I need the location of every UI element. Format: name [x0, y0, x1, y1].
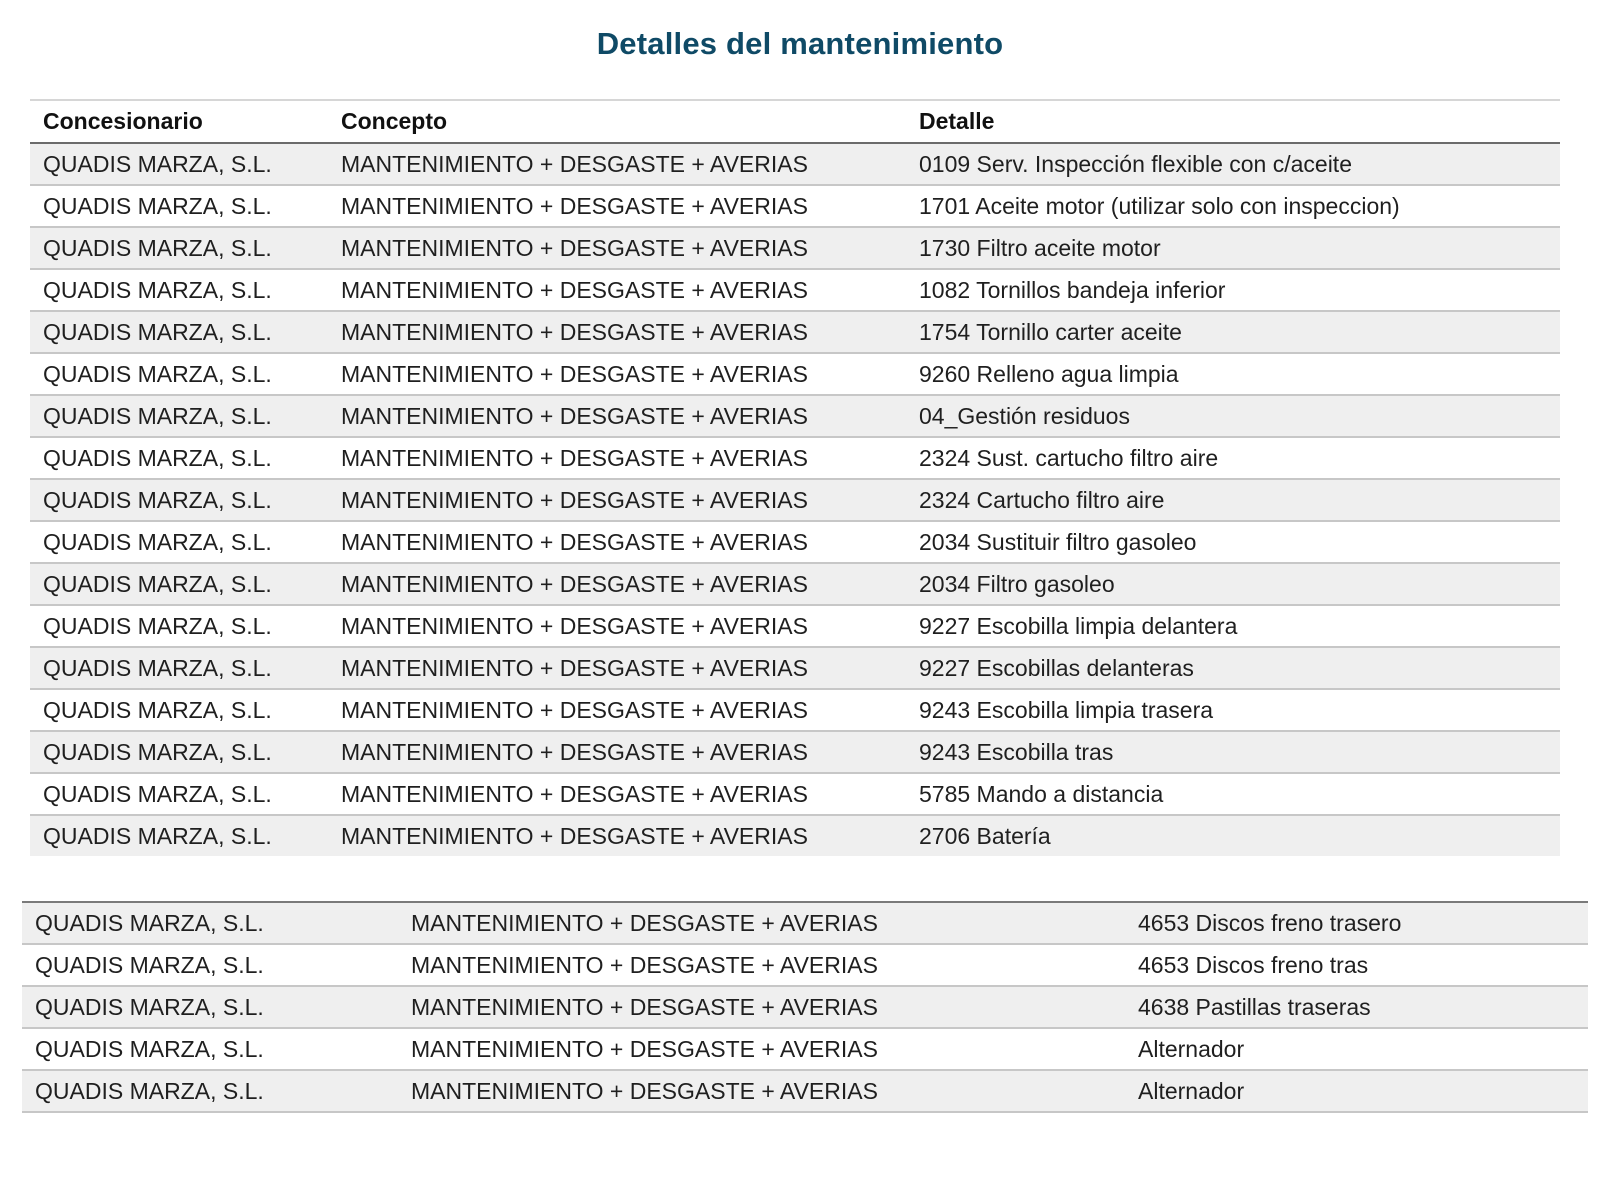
cell-detail: 4653 Discos freno tras	[1125, 944, 1588, 986]
cell-concept: MANTENIMIENTO + DESGASTE + AVERIAS	[328, 437, 906, 479]
cell-concept: MANTENIMIENTO + DESGASTE + AVERIAS	[328, 143, 906, 185]
maintenance-table	[30, 99, 1560, 856]
cell-detail: 9227 Escobillas delanteras	[906, 647, 1560, 689]
cell-concept: MANTENIMIENTO + DESGASTE + AVERIAS	[328, 479, 906, 521]
cell-dealer: QUADIS MARZA, S.L.	[30, 815, 328, 856]
table-row	[30, 563, 1560, 605]
cell-detail: 2324 Sust. cartucho filtro aire	[906, 437, 1560, 479]
cell-dealer: QUADIS MARZA, S.L.	[30, 605, 328, 647]
cell-detail: 0109 Serv. Inspección flexible con c/aceite	[906, 143, 1560, 185]
table-row	[30, 185, 1560, 227]
table-row	[30, 353, 1560, 395]
cell-concept: MANTENIMIENTO + DESGASTE + AVERIAS	[328, 353, 906, 395]
table-row	[30, 689, 1560, 731]
cell-dealer: QUADIS MARZA, S.L.	[30, 479, 328, 521]
table-row	[22, 1070, 1588, 1112]
page-title: Detalles del mantenimiento	[596, 26, 1004, 61]
cell-detail: 04_Gestión residuos	[906, 395, 1560, 437]
cell-detail: 4638 Pastillas traseras	[1125, 986, 1588, 1028]
table-row	[22, 1028, 1588, 1070]
cell-concept: MANTENIMIENTO + DESGASTE + AVERIAS	[328, 227, 906, 269]
cell-concept: MANTENIMIENTO + DESGASTE + AVERIAS	[398, 986, 1125, 1028]
column-header-detail: Detalle	[906, 100, 1560, 143]
cell-dealer: QUADIS MARZA, S.L.	[30, 185, 328, 227]
table-row	[30, 773, 1560, 815]
cell-detail: 4653 Discos freno trasero	[1125, 902, 1588, 944]
cell-dealer: QUADIS MARZA, S.L.	[22, 902, 398, 944]
table-row	[30, 647, 1560, 689]
table-row	[22, 944, 1588, 986]
cell-concept: MANTENIMIENTO + DESGASTE + AVERIAS	[328, 563, 906, 605]
cell-concept: MANTENIMIENTO + DESGASTE + AVERIAS	[328, 521, 906, 563]
cell-detail: 9243 Escobilla tras	[906, 731, 1560, 773]
table-row	[30, 227, 1560, 269]
cell-dealer: QUADIS MARZA, S.L.	[22, 1028, 398, 1070]
table-row	[30, 143, 1560, 185]
cell-detail: Alternador	[1125, 1070, 1588, 1112]
cell-concept: MANTENIMIENTO + DESGASTE + AVERIAS	[328, 647, 906, 689]
table-row	[30, 479, 1560, 521]
cell-dealer: QUADIS MARZA, S.L.	[30, 731, 328, 773]
cell-detail: 2706 Batería	[906, 815, 1560, 856]
cell-dealer: QUADIS MARZA, S.L.	[30, 437, 328, 479]
table-row	[30, 731, 1560, 773]
cell-detail: 1754 Tornillo carter aceite	[906, 311, 1560, 353]
column-header-concept: Concepto	[328, 100, 906, 143]
table-header-row	[30, 100, 1560, 143]
cell-detail: Alternador	[1125, 1028, 1588, 1070]
cell-concept: MANTENIMIENTO + DESGASTE + AVERIAS	[328, 395, 906, 437]
cell-detail: 9227 Escobilla limpia delantera	[906, 605, 1560, 647]
table-row	[30, 521, 1560, 563]
cell-dealer: QUADIS MARZA, S.L.	[30, 143, 328, 185]
maintenance-table-continuation	[22, 901, 1588, 1113]
table-row	[30, 815, 1560, 856]
cell-dealer: QUADIS MARZA, S.L.	[30, 395, 328, 437]
cell-detail: 9260 Relleno agua limpia	[906, 353, 1560, 395]
table-row	[30, 605, 1560, 647]
cell-dealer: QUADIS MARZA, S.L.	[22, 1070, 398, 1112]
table-row	[22, 902, 1588, 944]
table-row	[30, 311, 1560, 353]
table-row	[22, 986, 1588, 1028]
cell-dealer: QUADIS MARZA, S.L.	[30, 689, 328, 731]
cell-concept: MANTENIMIENTO + DESGASTE + AVERIAS	[328, 269, 906, 311]
cell-concept: MANTENIMIENTO + DESGASTE + AVERIAS	[328, 773, 906, 815]
cell-dealer: QUADIS MARZA, S.L.	[30, 521, 328, 563]
cell-dealer: QUADIS MARZA, S.L.	[30, 269, 328, 311]
cell-dealer: QUADIS MARZA, S.L.	[22, 986, 398, 1028]
cell-dealer: QUADIS MARZA, S.L.	[30, 311, 328, 353]
cell-dealer: QUADIS MARZA, S.L.	[30, 647, 328, 689]
table-row	[30, 269, 1560, 311]
cell-concept: MANTENIMIENTO + DESGASTE + AVERIAS	[398, 944, 1125, 986]
cell-dealer: QUADIS MARZA, S.L.	[30, 773, 328, 815]
cell-detail: 1701 Aceite motor (utilizar solo con inspeccion)	[906, 185, 1560, 227]
cell-concept: MANTENIMIENTO + DESGASTE + AVERIAS	[328, 185, 906, 227]
cell-detail: 5785 Mando a distancia	[906, 773, 1560, 815]
cell-dealer: QUADIS MARZA, S.L.	[22, 944, 398, 986]
column-header-dealer: Concesionario	[30, 100, 328, 143]
cell-detail: 2034 Filtro gasoleo	[906, 563, 1560, 605]
cell-dealer: QUADIS MARZA, S.L.	[30, 353, 328, 395]
cell-concept: MANTENIMIENTO + DESGASTE + AVERIAS	[398, 1070, 1125, 1112]
cell-dealer: QUADIS MARZA, S.L.	[30, 227, 328, 269]
cell-detail: 2324 Cartucho filtro aire	[906, 479, 1560, 521]
cell-concept: MANTENIMIENTO + DESGASTE + AVERIAS	[328, 311, 906, 353]
cell-concept: MANTENIMIENTO + DESGASTE + AVERIAS	[328, 605, 906, 647]
cell-detail: 1730 Filtro aceite motor	[906, 227, 1560, 269]
cell-concept: MANTENIMIENTO + DESGASTE + AVERIAS	[328, 731, 906, 773]
table-row	[30, 395, 1560, 437]
cell-dealer: QUADIS MARZA, S.L.	[30, 563, 328, 605]
table-row	[30, 437, 1560, 479]
cell-detail: 9243 Escobilla limpia trasera	[906, 689, 1560, 731]
cell-detail: 2034 Sustituir filtro gasoleo	[906, 521, 1560, 563]
cell-concept: MANTENIMIENTO + DESGASTE + AVERIAS	[398, 902, 1125, 944]
cell-concept: MANTENIMIENTO + DESGASTE + AVERIAS	[328, 815, 906, 856]
cell-concept: MANTENIMIENTO + DESGASTE + AVERIAS	[328, 689, 906, 731]
cell-detail: 1082 Tornillos bandeja inferior	[906, 269, 1560, 311]
cell-concept: MANTENIMIENTO + DESGASTE + AVERIAS	[398, 1028, 1125, 1070]
